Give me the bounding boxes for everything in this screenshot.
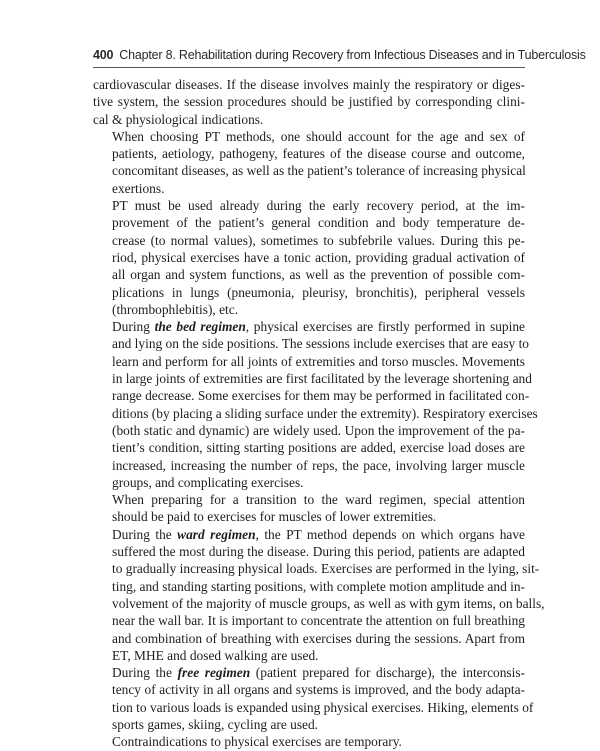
text-line: and combination of breathing with exercises during the sessions. Apart from [112,630,525,646]
running-title: Chapter 8. Rehabilitation during Recovery from Infectious Diseases and in Tuberculosis [119,48,586,62]
text-line [93,526,525,543]
text-line: cardiovascular diseases. If the disease involves mainly the respiratory or diges- [93,77,525,92]
emphasis-ward-regimen: ward regimen [177,526,256,542]
text-run: During [112,319,155,335]
paragraph-bed-regimen [93,318,538,491]
text-line: tient’s condition, sitting starting positions are added, exercise load doses are [112,440,525,456]
text-line: PT must be used already during the early recovery period, at the im- [112,198,525,214]
text-line: groups, and complicating exercises. [112,474,304,490]
text-line: patients, aetiology, pathogeny, features of the disease course and outcome, [112,146,525,162]
text-line: riod, physical exercises have a tonic action, providing gradual activation of [112,249,525,265]
text-line: and lying on the side positions. The sessions include exercises that are easy to [112,336,530,352]
running-header [93,48,586,62]
text-line: range decrease. Some exercises for them may be performed in facilitated con- [112,388,530,404]
text-line: Contraindications to physical exercises are temporary. [112,734,402,750]
text-line: When preparing for a transition to the ward regimen, special attention [112,492,525,508]
text-line: tive system, the session procedures should be justified by corresponding clini- [93,94,525,110]
text-line: should be paid to exercises for muscles of lower extremities. [112,509,437,525]
header-rule [93,67,525,68]
text-line: provement of the patient’s general condition and body temperature de- [112,215,525,231]
text-line: volvement of the majority of muscle groups, as well as with gym items, on balls, [112,595,545,611]
paragraph-ward-regimen [93,526,545,664]
text-line: learn and perform for all joints of extremities and torso muscles. Movements [112,353,525,369]
text-line [93,318,525,335]
paragraph-ward-transition [93,491,525,526]
text-line: tency of activity in all organs and systems is improved, and the body adapta- [112,682,525,698]
text-line: exertions. [112,180,165,196]
text-line: sports games, skiing, cycling are used. [112,716,319,732]
text-line: (thrombophlebitis), etc. [112,301,239,317]
text-line: increased, increasing the number of reps, the pace, involving larger muscle [112,457,525,473]
text-line: (both static and dynamic) are widely used. Upon the improvement of the pa- [112,422,525,438]
text-run: During the [112,665,178,681]
text-line: crease (to normal values), sometimes to subfebrile values. During this pe- [112,232,525,248]
text-line: When choosing PT methods, one should account for the age and sex of [112,128,525,144]
emphasis-bed-regimen: the bed regimen [154,319,246,335]
text-line: ting, and standing starting positions, with complete motion amplitude and in- [112,578,525,594]
text-run: , the PT method depends on which organs have [255,526,525,542]
emphasis-free-regimen: free regimen [177,665,251,681]
paragraph-contraindications [93,733,525,750]
text-line [93,664,525,681]
text-line: ET, MHE and dosed walking are used. [112,647,319,663]
text-line: concomitant diseases, as well as the patient’s tolerance of increasing physical [112,163,526,179]
body-text [93,76,545,751]
text-run: , physical exercises are firstly performed in supine [245,319,525,335]
paragraph-free-regimen [93,664,534,733]
text-line: to gradually increasing physical loads. Exercises are performed in the lying, sit- [112,561,540,577]
text-line: all organ and system functions, as well as the prevention of possible com- [112,267,525,283]
paragraph-3 [93,197,525,318]
text-run: During the [112,526,178,542]
text-line: plications in lungs (pneumonia, pleurisy, bronchitis), peripheral vessels [112,284,525,300]
text-line: cal & physiological indications. [93,111,264,127]
text-line: tion to various loads is expanded using physical exercises. Hiking, elements of [112,699,534,715]
text-line: suffered the most during the disease. During this period, patients are adapted [112,544,525,560]
text-line: in large joints of extremities are first facilitated by the leverage shortening and [112,371,532,387]
page-number: 400 [93,48,114,62]
text-line: near the wall bar. It is important to concentrate the attention on full breathing [112,613,525,629]
text-line: ditions (by placing a sliding surface under the extremity). Respiratory exercises [112,405,538,421]
text-run: (patient prepared for discharge), the interconsis- [250,665,526,681]
paragraph-1 [93,76,525,128]
paragraph-2 [93,128,525,197]
